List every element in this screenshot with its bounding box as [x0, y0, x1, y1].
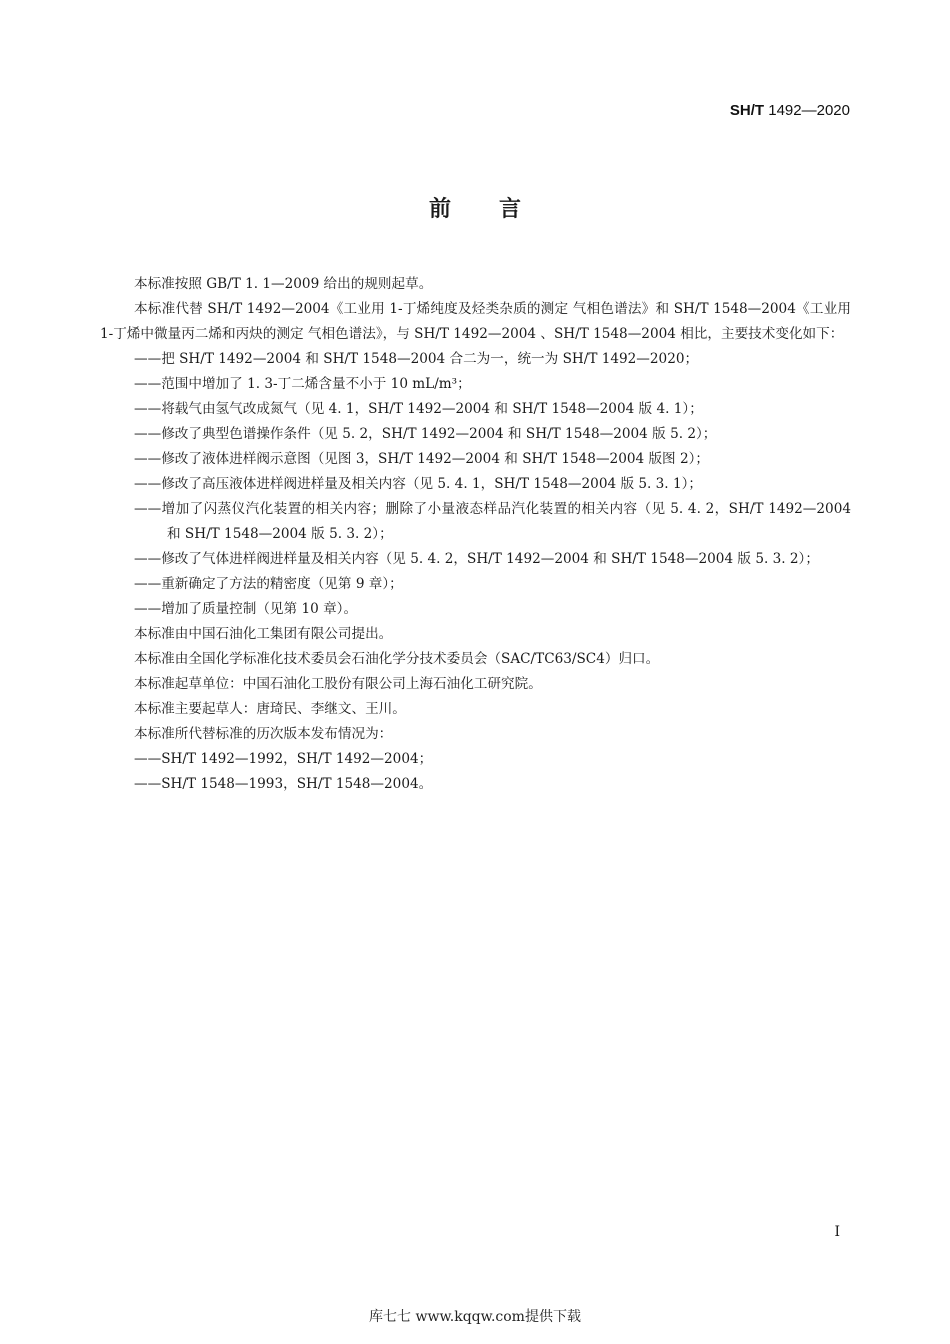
change-item: ——把 SH/T 1492—2004 和 SH/T 1548—2004 合二为一，统一为 SH/T 1492—2020；	[134, 351, 699, 367]
paragraph-committee: 本标准由全国化学标准化技术委员会石油化学分技术委员会（SAC/TC63/SC4）归口。	[134, 651, 660, 667]
download-footer: 库七七 www.kqqw.com提供下载	[369, 1309, 581, 1325]
history-item: ——SH/T 1548—1993，SH/T 1548—2004。	[134, 776, 433, 792]
standard-code: SH/T	[729, 102, 765, 119]
paragraph-history-intro: 本标准所代替标准的历次版本发布情况为：	[134, 726, 393, 742]
page-number: I	[834, 1224, 840, 1240]
change-item: ——修改了液体进样阀示意图（见图 3，SH/T 1492—2004 和 SH/T 1548—2004 版图 2）；	[134, 451, 710, 467]
change-item: ——重新确定了方法的精密度（见第 9 章）；	[134, 576, 403, 592]
standard-number-header	[730, 102, 850, 119]
page-title: 前言	[428, 197, 569, 222]
history-item: ——SH/T 1492—1992，SH/T 1492—2004；	[134, 751, 433, 767]
paragraph-drafting-unit: 本标准起草单位：中国石油化工股份有限公司上海石油化工研究院。	[134, 676, 542, 692]
change-item: ——将载气由氢气改成氮气（见 4. 1，SH/T 1492—2004 和 SH/T 1548—2004 版 4. 1）；	[134, 401, 703, 417]
change-item: ——修改了高压液体进样阀进样量及相关内容（见 5. 4. 1，SH/T 1548—2004 版 5. 3. 1）；	[134, 476, 702, 492]
change-item: ——修改了气体进样阀进样量及相关内容（见 5. 4. 2，SH/T 1492—2004 和 SH/T 1548—2004 版 5. 3. 2）；	[134, 551, 819, 567]
paragraph-proposer: 本标准由中国石油化工集团有限公司提出。	[134, 626, 393, 642]
paragraph-replacement: 本标准代替 SH/T 1492—2004《工业用 1-丁烯纯度及烃类杂质的测定 气相色谱法》和 SH/T 1548—2004《工业用 1-丁烯中微量丙二烯和丙炔的测定 气相色谱法》，与 SH/T 1492—2004 、SH/T 1548—2004 相比，主要技术变化如下：	[100, 301, 851, 342]
change-item: ——增加了闪蒸仪汽化装置的相关内容；删除了小量液态样品汽化装置的相关内容（见 5. 4. 2，SH/T 1492—2004 和 SH/T 1548—2004 版 5. 3. 2）；	[134, 501, 851, 542]
change-item: ——范围中增加了 1. 3-丁二烯含量不小于 10 mL/m³；	[134, 376, 471, 392]
paragraph-drafting-rule: 本标准按照 GB/T 1. 1—2009 给出的规则起草。	[134, 276, 433, 292]
change-item: ——增加了质量控制（见第 10 章）。	[134, 601, 358, 617]
foreword-body	[100, 272, 851, 797]
standard-number: 1492—2020	[768, 102, 850, 119]
paragraph-drafters: 本标准主要起草人：唐琦民、李继文、王川。	[134, 701, 406, 717]
change-item: ——修改了典型色谱操作条件（见 5. 2，SH/T 1492—2004 和 SH/T 1548—2004 版 5. 2）；	[134, 426, 717, 442]
